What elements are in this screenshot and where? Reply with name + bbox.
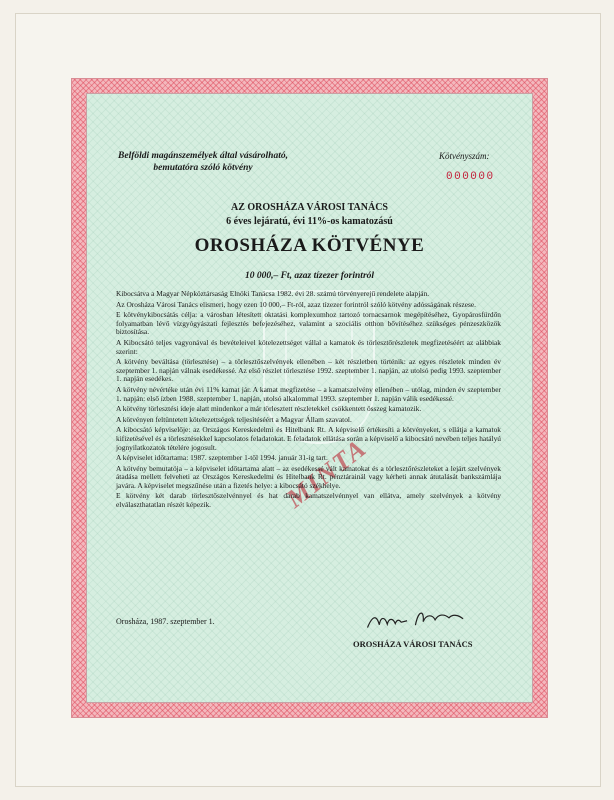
place-and-date: Orosháza, 1987. szeptember 1.	[116, 617, 215, 626]
bond-frame	[71, 78, 548, 718]
terms-paragraph: E kötvénykibocsátás célja: a városban létesített oktatási komplexumhoz tartozó tornacsarnok megépítéséhez, Gyopárosfürdőn folyamatban lévő vízgyógyászati fejlesztés befejezéséhez, valamint a szociális otthon bővítéséhez szükséges pénzeszközök biztosítása.	[116, 310, 501, 337]
issuer-line: AZ OROSHÁZA VÁROSI TANÁCS	[231, 202, 388, 213]
terms-paragraph: A kötvény beváltása (törlesztése) – a törlesztőszelvények ellenében – két részletben történik: az egyes részletek minden év szeptember 1. napján válnak esedékessé. Az első részlet törlesztése 1992. szeptember 1. napján, az utolsó pedig 1993. szeptember 1. napján esedékes.	[116, 357, 501, 384]
terms-paragraph: E kötvény két darab törlesztőszelvénnyel és hat darab kamatszelvénnyel van ellátva, amely szelvények a kötvény elválaszthatatlan részét képezik.	[116, 491, 501, 510]
terms-paragraph: A kötvény törlesztési ideje alatt mindenkor a már törlesztett részletekkel csökkentett összeg kamatozik.	[116, 404, 422, 414]
terms-paragraph: A képviselet időtartama: 1987. szeptember 1-től 1994. január 31-ig tart.	[116, 453, 328, 463]
bond-terms	[116, 290, 501, 512]
terms-paragraph: A kötvény névértéke után évi 11% kamat jár. A kamat megfizetése – a kamatszelvény ellenében – utólag, minden év szeptember 1. napján: első ízben 1988. szeptember 1. napján, utolsó alkalommal 1993. szeptember 1. napján válik esedékessé.	[116, 384, 501, 403]
bond-panel	[86, 93, 533, 703]
terms-paragraph: A kötvény bemutatója – a képviselet időtartama alatt – az esedékessé vált kamatokat és a törlesztőrészleteket a lejárt szelvények átadása mellett felveheti az Országos Kereskedelmi és Hitelbank Rt. pénztárainál vagy kérheti annak átutalását bankszámlája javára. A képviselet megszűnése után a fizetés helye: a kibocsátó székhelye.	[116, 463, 501, 490]
bond-type-line: Belföldi magánszemélyek által vásárolható,	[118, 151, 288, 161]
terms-paragraph: A kötvényen feltüntetett kötelezettségek teljesítéséért a Magyar Állam szavatol.	[116, 414, 352, 424]
face-value: 10 000,– Ft, azaz tízezer forintról	[244, 271, 375, 281]
bond-content	[87, 94, 532, 702]
issuer-block	[87, 201, 532, 229]
serial-label: Kötvényszám:	[439, 151, 490, 161]
signature-drawing	[362, 602, 474, 636]
signature-icon	[362, 602, 474, 636]
specimen-stamp: MINTA	[280, 432, 373, 514]
terms-paragraph: Kibocsátva a Magyar Népköztársaság Elnöki Tanácsa 1982. évi 28. számú törvényerejű rendelete alapján.	[116, 289, 430, 298]
serial-number: 000000	[446, 171, 495, 183]
council-name: OROSHÁZA VÁROSI TANÁCS	[353, 639, 473, 649]
issuer-line: 6 éves lejáratú, évi 11%-os kamatozású	[226, 216, 393, 227]
terms-paragraph: A Kibocsátó teljes vagyonával és bevételeivel kötelezettséget vállal a kamatok és törlesztőrészletek megfizetéséért az alábbiak szerint:	[116, 337, 501, 356]
terms-paragraph: Az Orosháza Városi Tanács elismeri, hogy ezen 10 000,– Ft-ról, azaz tízezer forintról szóló kötvény adósságának részese.	[116, 299, 476, 309]
bond-type-note	[103, 150, 303, 174]
bond-title: OROSHÁZA KÖTVÉNYE	[194, 235, 425, 256]
bond-type-line: bemutatóra szóló kötvény	[153, 163, 253, 173]
terms-paragraph: A kibocsátó képviselője: az Országos Kereskedelmi és Hitelbank Rt. A képviselő értékesíti a kötvényeket, s ellátja a kamatok kifizetésével és a törlesztésekkel kapcsolatos feladatokat. E feladatok ellátása során a képviselő a kibocsátó nevében teljes hatályú jognyilatkozatok tételére jogosult.	[116, 425, 501, 452]
